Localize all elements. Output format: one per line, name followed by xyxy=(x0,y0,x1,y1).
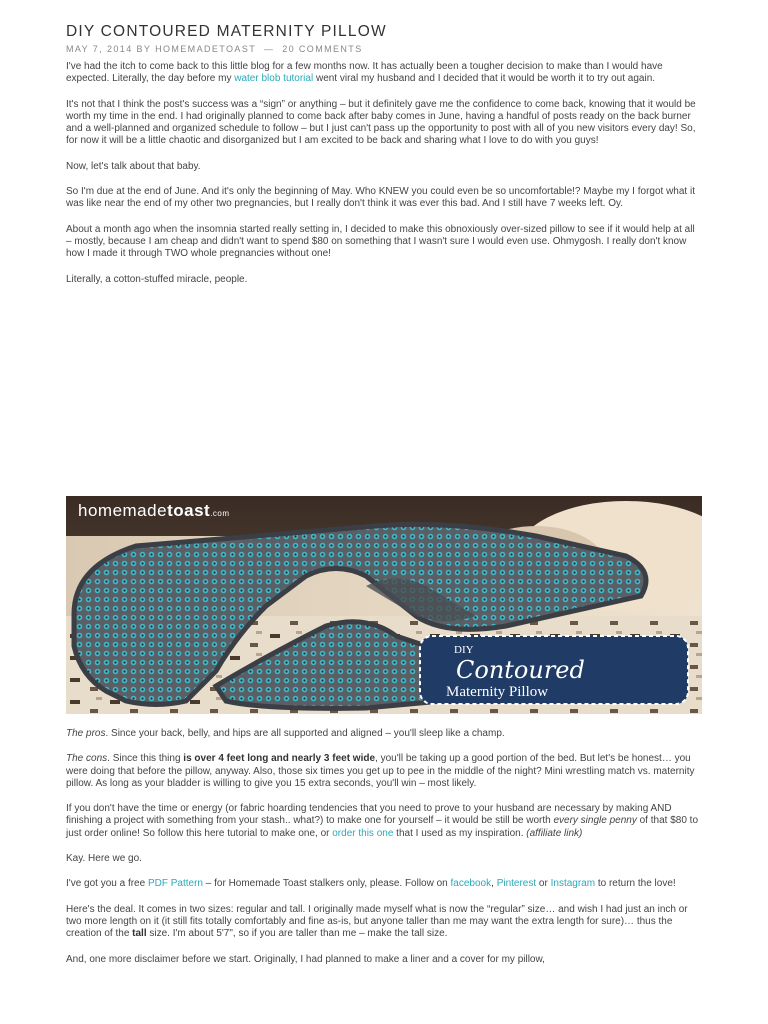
paragraph-12 xyxy=(66,904,702,941)
p9-emphasis: every single penny xyxy=(553,815,637,827)
author-link[interactable]: HOMEMADETOAST xyxy=(155,44,256,54)
instagram-link[interactable]: Instagram xyxy=(550,878,596,890)
water-blob-tutorial-link[interactable]: water blob tutorial xyxy=(234,73,314,85)
p11-text-a: I've got you a free xyxy=(66,878,148,890)
pdf-pattern-link[interactable]: PDF Pattern xyxy=(147,878,203,890)
paragraph-11 xyxy=(66,878,702,890)
affiliate-note: (affiliate link) xyxy=(526,827,583,839)
watermark-com: .com xyxy=(210,509,230,518)
pinterest-link[interactable]: Pinterest xyxy=(496,878,537,890)
post-meta xyxy=(66,43,702,56)
svg-text:homemadetoast.com xyxy=(78,501,230,520)
maternity-pillow-photo xyxy=(66,496,702,714)
hero-image xyxy=(66,496,702,714)
order-this-one-link[interactable]: order this one xyxy=(332,827,394,839)
post-date: MAY 7, 2014 xyxy=(66,44,133,54)
meta-separator: — xyxy=(263,44,275,54)
paragraph-4: So I'm due at the end of June. And it's only the beginning of May. Who KNEW you could even be so uncomfortable!? Maybe my I forgot what it was like near the end of my other two pregnancies, but I really don't think it was ever this bad. And I still have 7 weeks left. Oy. xyxy=(66,186,695,210)
paragraph-pros xyxy=(66,728,702,740)
cons-text-b: , you'll be taking up a good portion of the bed. But let's be honest… you were doing that before the pillow, anyway. Also, those six times you get up to pee in the middle of the night? Mini wrestling match vs. maternity pillow. As long as your bladder is willing to give you 15 extra seconds, you'll win – most likely. xyxy=(66,753,695,789)
p12-bold: tall xyxy=(132,928,147,940)
p11-text-c: , xyxy=(491,878,497,890)
cons-label: The cons xyxy=(66,753,108,765)
cons-text-a: . Since this thing xyxy=(107,753,184,765)
paragraph-cons xyxy=(66,753,702,790)
paragraph-6: Literally, a cotton-stuffed miracle, people. xyxy=(66,273,248,285)
facebook-link[interactable]: facebook xyxy=(450,878,492,890)
p12-text-a: Here's the deal. It comes in two sizes: regular and tall. I originally made myself what is now the “regular” size… and wish I had just an inch or two more length on it (it still fits totally comfortably and fine as-is, but anyone taller than me may want the extra length for sure)… thus the creation of the xyxy=(66,903,688,940)
badge-diy: DIY xyxy=(454,644,474,656)
post-content xyxy=(66,22,702,299)
paragraph-5: About a month ago when the insomnia started really setting in, I decided to make this obnoxiously over-sized pillow to see if it would help at all – mostly, because I am cheap and didn't want to spend $80 on something that I wasn't sure I would even use. Ohmygosh. I really don't know how I made it through TWO whole pregnancies without one! xyxy=(66,223,695,260)
title-badge xyxy=(420,636,688,704)
paragraph-9 xyxy=(66,803,702,840)
watermark-homemade: homemade xyxy=(78,501,168,520)
p9-text-a: If you don't have the time or energy (or fabric hoarding tendencies that you need to prove to your husband are necessary by making AND finishing a project with something from your stash.. what?) to make one for yourself – it would be still be worth xyxy=(66,803,672,827)
paragraph-1-text-a: I've had the itch to come back to this little blog for a few months now. It has actually been a tougher decision to make than I would have expected. Literally, the day before my xyxy=(66,61,663,85)
p11-text-e: to return the love! xyxy=(595,878,676,890)
p9-text-b: of that $80 to just order online! So follow this here tutorial to make one, or xyxy=(66,815,699,839)
paragraph-2: It's not that I think the post's success was a “sign” or anything – but it definitely gave me the confidence to come back, knowing that it would be worth my time in the end. I had originally planned to come back after baby comes in June, having a handful of posts ready on the back burner and a well-planned and organized schedule to follow – but I just can't pass up the opportunity to post with all of you new visitors every day! So, for now it will be a little chaotic and disorganized but I am excited to be back and sharing what I love to do with you guys! xyxy=(66,98,696,147)
pros-label: The pros xyxy=(66,728,106,739)
pros-text: . Since your back, belly, and hips are all supported and aligned – you'll sleep like a champ. xyxy=(105,728,505,739)
paragraph-3: Now, let's talk about that baby. xyxy=(66,160,201,172)
paragraph-13: And, one more disclaimer before we start. Originally, I had planned to make a liner and a cover for my pillow, xyxy=(66,953,545,965)
p11-text-b: – for Homemade Toast stalkers only, please. Follow on xyxy=(203,878,451,890)
paragraph-1-text-b: went viral my husband and I decided that it would be worth it to try out again. xyxy=(313,73,656,85)
p9-text-c: that I used as my inspiration. xyxy=(393,827,527,839)
by-label: BY xyxy=(136,44,152,54)
cons-bold: is over 4 feet long and nearly 3 feet wide xyxy=(183,753,376,765)
post-title: DIY CONTOURED MATERNITY PILLOW xyxy=(66,23,387,40)
badge-contoured: Contoured xyxy=(456,656,585,684)
watermark-toast: toast xyxy=(167,501,211,520)
paragraph-1 xyxy=(66,61,702,86)
p11-text-d: or xyxy=(536,878,551,890)
post-content-continued xyxy=(66,728,702,979)
p12-text-b: size. I'm about 5'7", so if you are taller than me – make the tall size. xyxy=(146,928,448,940)
paragraph-10: Kay. Here we go. xyxy=(66,853,142,865)
comments-link[interactable]: 20 COMMENTS xyxy=(282,44,363,54)
badge-maternity-pillow: Maternity Pillow xyxy=(446,684,549,700)
